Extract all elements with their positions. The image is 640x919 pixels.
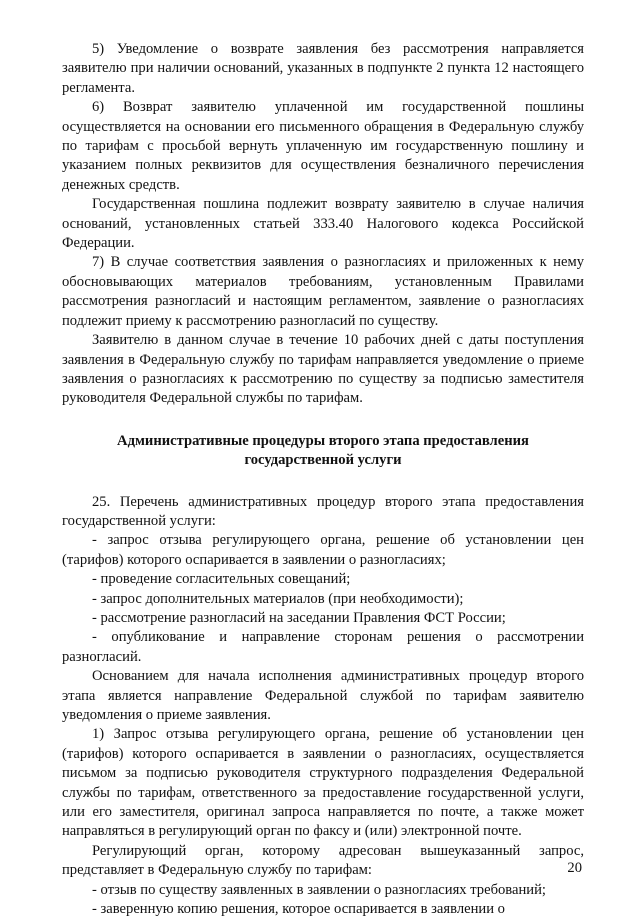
list-item-request-review: - запрос отзыва регулирующего органа, решение об установлении цен (тарифов) которого оспаривается в заявлении о разногласиях; bbox=[62, 532, 584, 568]
paragraph-fee-refund-grounds: Государственная пошлина подлежит возврату заявителю в случае наличия оснований, установленных статьей 333.40 Налогового кодекса Российской Федерации. bbox=[62, 196, 584, 252]
list-item-conciliation-meetings: - проведение согласительных совещаний; bbox=[92, 571, 351, 588]
list-item-board-review: - рассмотрение разногласий на заседании Правления ФСТ России; bbox=[92, 609, 506, 626]
paragraph-regulator-submits: Регулирующий орган, которому адресован вышеуказанный запрос, представляет в Федеральную службу по тарифам: bbox=[62, 842, 584, 879]
list-item-review-on-merits: - отзыв по существу заявленных в заявлении о разногласиях требований; bbox=[92, 881, 546, 898]
paragraph-procedure-basis: Основанием для начала исполнения административных процедур второго этапа является направление Федеральной службой по тарифам заявителю уведомления о приеме заявления. bbox=[62, 668, 584, 723]
section-heading-line2: государственной услуги bbox=[244, 452, 402, 469]
paragraph-item1-review-request: 1) Запрос отзыва регулирующего органа, решение об установлении цен (тарифов) которого оспаривается в заявлении о разногласиях, осуществляется письмом за подписью руководителя структурного подразделения Федеральной службы по тарифам, ответственного за предоставление государственной услуги, или его заместителя, оригинал запроса направляется по почте, а также может направляться в регулирующий орган по факсу и (или) электронной почте. bbox=[62, 726, 584, 840]
section-heading-line1: Административные процедуры второго этапа предоставления bbox=[117, 432, 529, 449]
page-number: 20 bbox=[567, 860, 582, 876]
paragraph-item25-list-intro: 25. Перечень административных процедур второго этапа предоставления государственной услуги: bbox=[62, 493, 584, 529]
paragraph-item5-return-notice: 5) Уведомление о возврате заявления без рассмотрения направляется заявителю при наличии оснований, указанных в подпункте 2 пункта 12 настоящего регламента. bbox=[62, 41, 584, 96]
section-heading bbox=[62, 432, 584, 471]
list-item-additional-materials: - запрос дополнительных материалов (при необходимости); bbox=[92, 590, 464, 607]
list-item-publish-decision: - опубликование и направление сторонам решения о рассмотрении разногласий. bbox=[62, 629, 584, 665]
paragraph-item6-fee-refund: 6) Возврат заявителю уплаченной им государственной пошлины осуществляется на основании его письменного обращения в Федеральную службу по тарифам с просьбой вернуть уплаченную им государственную пошлину и указанием полных реквизитов для осуществления безналичного перечисления денежных средств. bbox=[62, 99, 584, 193]
paragraph-item7-acceptance: 7) В случае соответствия заявления о разногласиях и приложенных к нему обосновывающих материалов требованиям, установленным Правилами рассмотрения разногласий и настоящим регламентом, заявление о разногласиях подлежит приему к рассмотрению разногласий по существу. bbox=[62, 254, 584, 329]
list-item-certified-copy: - заверенную копию решения, которое оспаривается в заявлении о bbox=[92, 901, 505, 918]
paragraph-acceptance-notice: Заявителю в данном случае в течение 10 рабочих дней с даты поступления заявления в Федеральную службу по тарифам направляется уведомление о приеме заявления о разногласиях к рассмотрению по существу за подписью заместителя руководителя Федеральной службы по тарифам. bbox=[62, 332, 584, 407]
